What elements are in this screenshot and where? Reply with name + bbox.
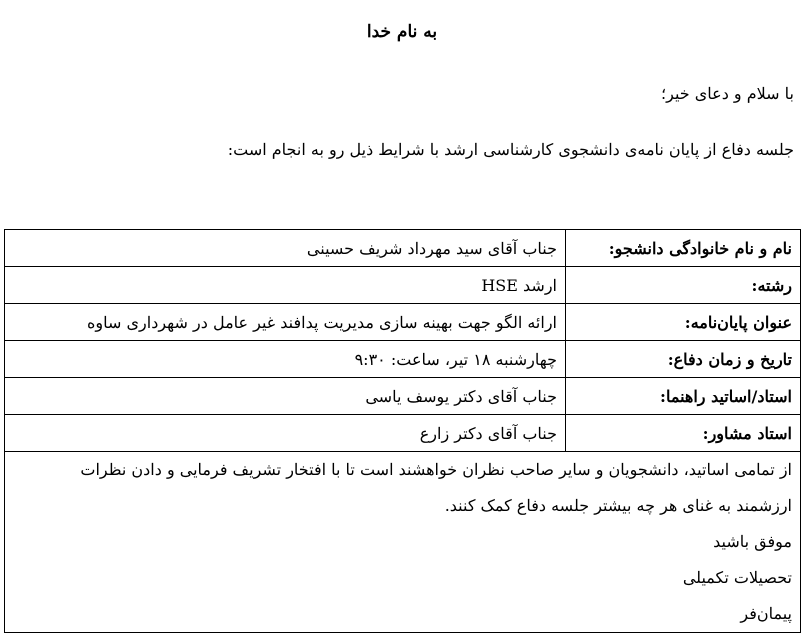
invitation-line-2: ارزشمند به غنای هر چه بیشتر جلسه دفاع کمک کنند. <box>444 496 792 515</box>
invitation-line-1: از تمامی اساتید، دانشجویان و سایر صاحب نظران خواهشند است تا با افتخار تشریف فرمایی و دادن نظرات <box>80 460 792 479</box>
table-row <box>5 341 801 378</box>
closing-cell <box>5 452 801 633</box>
intro-text: جلسه دفاع از پایان نامه‌ی دانشجوی کارشناسی ارشد با شرایط ذیل رو به انجام است: <box>227 140 794 159</box>
table-row <box>5 230 801 267</box>
defense-datetime-label: تاریخ و زمان دفاع: <box>566 341 801 378</box>
wish-text: موفق باشید <box>713 532 792 551</box>
table-row <box>5 378 801 415</box>
closing-row <box>5 452 801 633</box>
advisor-value: جناب آقای دکتر زارع <box>5 415 566 452</box>
table-row <box>5 415 801 452</box>
thesis-title-value: ارائه الگو جهت بهینه سازی مدیریت پدافند غیر عامل در شهرداری ساوه <box>5 304 566 341</box>
greeting-text: با سلام و دعای خیر؛ <box>661 84 794 103</box>
supervisor-label: استاد/اساتید راهنما: <box>566 378 801 415</box>
defense-datetime-value: چهارشنبه ۱۸ تیر، ساعت: ۹:۳۰ <box>5 341 566 378</box>
field-value: ارشد HSE <box>5 267 566 304</box>
table-row <box>5 304 801 341</box>
department-text: تحصیلات تکمیلی <box>682 568 792 587</box>
field-label: رشته: <box>566 267 801 304</box>
table-row <box>5 267 801 304</box>
advisor-label: استاد مشاور: <box>566 415 801 452</box>
supervisor-value: جناب آقای دکتر یوسف یاسی <box>5 378 566 415</box>
signature-text: پیمان‌فر <box>740 604 792 623</box>
student-name-value: جناب آقای سید مهرداد شریف حسینی <box>5 230 566 267</box>
defense-info-table <box>4 229 801 633</box>
student-name-label: نام و نام خانوادگی دانشجو: <box>566 230 801 267</box>
page-title: به نام خدا <box>366 22 438 42</box>
thesis-title-label: عنوان پایان‌نامه: <box>566 304 801 341</box>
